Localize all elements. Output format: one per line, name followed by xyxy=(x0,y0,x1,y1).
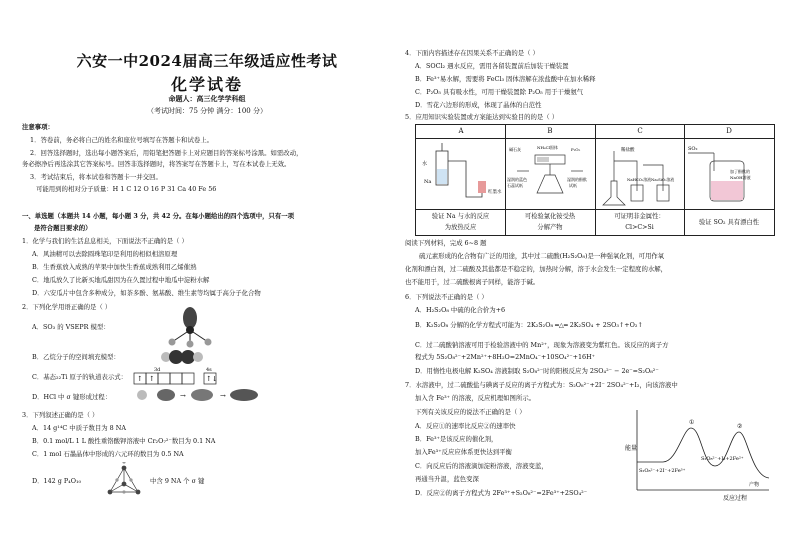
notes-line: 2．回答选择题时，选出每小题答案后，用铅笔把答题卡上对应题目的答案标号涂黑。如需改动， xyxy=(30,149,303,157)
graph-reactants: S₂O₈²⁻+2I⁻+2Fe³⁺ xyxy=(639,468,686,474)
label-naoh-2: NaOH溶液 xyxy=(730,175,751,180)
question-option: D．反应②的离子方程式为 2Fe³⁺+S₂O₈²⁻=2Fe³⁺+2SO₄²⁻ xyxy=(415,489,588,497)
graph-xlabel: 反应过程 xyxy=(723,495,748,502)
label-water: 水 xyxy=(422,161,428,167)
apparatus-a-figure xyxy=(420,141,502,207)
label-na: Na xyxy=(424,179,432,185)
question-stem: 6．下列说法不正确的是（ ） xyxy=(405,293,488,301)
exam-subject: 化学试卷 xyxy=(170,75,243,94)
table-header: A xyxy=(458,127,464,135)
question-option: A．反应①的速率比反应②的速率快 xyxy=(415,422,516,430)
question-option: C．基态₂₂Ti 原子的轨道表示式： xyxy=(32,373,128,381)
svg-text:↑: ↑ xyxy=(137,375,143,383)
hcl-bond-figure xyxy=(134,386,264,404)
question-stem: 4．下面内容描述存在因果关系不正确的是（ ） xyxy=(405,49,539,57)
question-option: B．乙烷分子的空间填充模型： xyxy=(32,353,120,361)
orbital-diagram-figure xyxy=(132,364,232,386)
question-option: D．用惰性电极电解 K₂SO₄ 溶液制取 S₂O₈²⁻时的阳极反应为 2SO₄²⁻ − 2e⁻=S₂O₈²⁻ xyxy=(415,367,659,375)
notes-line: 3．考试结束后，将本试卷和答题卡一并交回。 xyxy=(30,173,162,181)
reading-line: 化剂和漂白剂，过二硫酸及其盐都是不稳定的，加热时分解，溶于水会发生一定程度的水解， xyxy=(405,265,668,273)
graph-marker-1: ① xyxy=(689,419,695,426)
exam-author: 命题人：高三化学学科组 xyxy=(168,94,246,103)
question-option: B．生香蕉放入成熟的苹果中加快生香蕉成熟利用乙烯催熟 xyxy=(32,263,197,271)
table-header: D xyxy=(726,127,732,135)
orbital-label-4s: 4s xyxy=(206,367,212,373)
label-nahco3: NaHCO₃溶液 xyxy=(627,177,652,182)
question-option: C．1 mol 石墨晶体中形成的六元环的数目为 0.5 NA xyxy=(32,450,184,458)
label-litmus-2: 石蕊试纸 xyxy=(507,183,523,188)
exam-title: 六安一中2024届高三年级适应性考试 xyxy=(76,52,338,70)
energy-profile-graph xyxy=(623,406,773,502)
question-option: A．H₂S₂O₈ 中硫的化合价为+6 xyxy=(415,306,506,314)
graph-ylabel: 能量 xyxy=(625,445,638,452)
question-option: C．P₂O₅ 具有吸水性，可用干燥装置除 P₂O₅ 用于干燥氨气 xyxy=(415,88,584,96)
reading-line: 也不能用于，过二硫酸根离子同样，能溶于碱。 xyxy=(405,278,540,286)
reading-intro: 阅读下列材料，完成 6~8 题 xyxy=(405,239,487,247)
question-option: C．向反应后的溶液滴加淀粉溶液，溶液变蓝， xyxy=(415,462,548,470)
table-caption-b: 可检验氯化铵受热 分解产物 xyxy=(524,213,576,231)
label-p2o5: P₂O₅ xyxy=(571,147,581,152)
label-dilute-hcl: 稀盐酸 xyxy=(621,148,635,153)
label-litmus: 湿润的蓝色 xyxy=(507,177,527,182)
notes-line: 可能用到的相对分子质量：H 1 C 12 O 16 P 31 Ca 40 Fe 56 xyxy=(36,185,217,193)
question-option: 程式为 5S₂O₈²⁻+2Mn²⁺+8H₂O=2MnO₄⁻+10SO₄²⁻+16H⁺ xyxy=(415,353,596,361)
table-caption-a: 验证 Na 与水的反应 为放热反应 xyxy=(431,213,490,231)
notes-heading: 注意事项： xyxy=(22,123,54,131)
graph-intermediate: S₂O₈²⁻+I₂+2Fe²⁺ xyxy=(701,456,744,462)
table-caption-d: 验证 SO₂ 具有漂白性 xyxy=(698,219,760,226)
question-option: C．过二硫酸钠溶液可用于检验溶液中的 Mn²⁺，现象为溶液变为紫红色。该反应的离子方 xyxy=(415,341,669,349)
label-na2sio3: Na₂SiO₃溶液 xyxy=(651,177,675,182)
question-option: D．142 g P₄O₁₀ xyxy=(32,477,82,485)
reading-line: 硫元素形成的化合物有广泛的用途，其中过二硫酸(H₂S₂O₈)是一种强氧化剂，可用作氧 xyxy=(419,252,665,260)
svg-text:↑↓: ↑↓ xyxy=(206,375,218,383)
vsepr-model-figure xyxy=(162,306,222,348)
question-option: 再通当升温，蓝色变深 xyxy=(415,475,479,483)
experiment-table xyxy=(415,124,775,236)
question-option: D．HCl 中 σ 键形成过程： xyxy=(32,393,112,401)
table-header: C xyxy=(637,127,643,135)
p4o10-structure-figure xyxy=(102,462,146,502)
table-header: B xyxy=(547,127,553,135)
question-stem: 下列有关该反应的说法不正确的是（ ） xyxy=(415,408,526,416)
orbital-label-3d: 3d xyxy=(154,367,161,373)
label-nh4cl: NH₄Cl固体 xyxy=(537,145,558,150)
question-option: B．Fe³⁺易水解，需要将 FeCl₃ 固体溶解在浓盐酸中在加水稀释 xyxy=(415,75,596,83)
svg-text:→: → xyxy=(180,392,186,400)
section-heading: 一、单选题（本题共 14 小题，每小题 3 分，共 42 分。在每小题给出的四个选项中，只有一项 xyxy=(22,212,295,220)
question-option: C．地瓜放久了比新买地瓜甜因为在久置过程中地瓜中淀粉水解 xyxy=(32,276,210,284)
question-option: A．SO₃ 的 VSEPR 模型： xyxy=(32,323,110,331)
label-so2: SO₂ xyxy=(688,146,698,152)
graph-product: 产物 xyxy=(749,482,760,488)
notes-line: 1．答卷前，务必将自己的姓名和座位号填写在答题卡和试卷上。 xyxy=(30,136,214,144)
question-option: B．K₂S₂O₈ 分解的化学方程式可能为：2K₂S₂O₈ ═△═ 2K₂SO₄ + 2SO₃↑+O₂↑ xyxy=(415,321,643,329)
exam-time-info: （考试时间：75 分钟 满分：100 分） xyxy=(147,107,267,115)
question-stem: 加入含 Fe³⁺ 的溶液，反应机理如图所示。 xyxy=(415,394,536,402)
svg-text:↑: ↑ xyxy=(149,375,155,383)
graph-marker-2: ② xyxy=(737,423,743,430)
question-option: B．0.1 mol/L 1 L 酸性重铬酸钾溶液中 Cr₂O₇²⁻数目为 0.1 NA xyxy=(32,437,216,445)
question-stem: 3．下列叙述正确的是（ ） xyxy=(22,411,99,419)
apparatus-c-figure xyxy=(597,141,683,207)
question-stem: 5．应用知识实验装置或方案能达到实验目的的是（ ） xyxy=(405,113,559,121)
section-heading: 是符合题目要求的） xyxy=(34,224,92,232)
question-option: D．雪花六边形的形成，体现了晶体的自范性 xyxy=(415,101,542,109)
label-paper: 试纸 xyxy=(569,183,577,188)
question-stem: 1．化学与我们的生活息息相关，下面说法不正确的是（ ） xyxy=(22,237,188,245)
label-naoh: 加了酚酞的 xyxy=(730,169,750,174)
question-option: A．SOCl₂ 遇水反应，需用各留装置前后加装干燥装置 xyxy=(415,62,569,70)
question-option: B．Fe³⁺是该反应的催化剂， xyxy=(415,435,498,443)
question-option: 加入Fe³⁺反应应体系更快达到平衡 xyxy=(415,448,512,456)
question-option: D．六安瓜片中包含多种成分，如茶多酚、氨基酸、维生素等均属于高分子化合物 xyxy=(32,289,261,297)
question-stem: 7．水溶液中，过二硫酸盐与碘离子反应的离子方程式为：S₂O₈²⁻+2I⁻ 2SO₄²⁻+I₂，向该溶液中 xyxy=(405,381,678,389)
apparatus-b-figure xyxy=(507,141,593,207)
svg-text:→: → xyxy=(220,392,226,400)
apparatus-d-figure xyxy=(686,141,772,207)
label-soda-lime: 碱石灰 xyxy=(509,147,521,152)
question-stem: 2．下列化学用语正确的是（ ） xyxy=(22,303,112,311)
label-red-ink: 红墨水 xyxy=(488,190,502,195)
notes-line: 务必擦净后再选涂其它答案标号。回答非选择题时，将答案写在答题卡上，写在本试卷上无效。 xyxy=(22,160,291,168)
question-option: A．风油精可以去除圆珠笔印是利用的相似相溶原理 xyxy=(32,250,178,258)
label-phenolphthalein: 湿润的酚酞 xyxy=(567,177,587,182)
question-option-tail: 中含 9 NA 个 σ 键 xyxy=(150,477,205,485)
question-option: A．14 g¹⁴C 中质子数目为 8 NA xyxy=(32,424,126,432)
table-caption-c: 可证明非金属性： Cl>C>Si xyxy=(614,213,665,231)
